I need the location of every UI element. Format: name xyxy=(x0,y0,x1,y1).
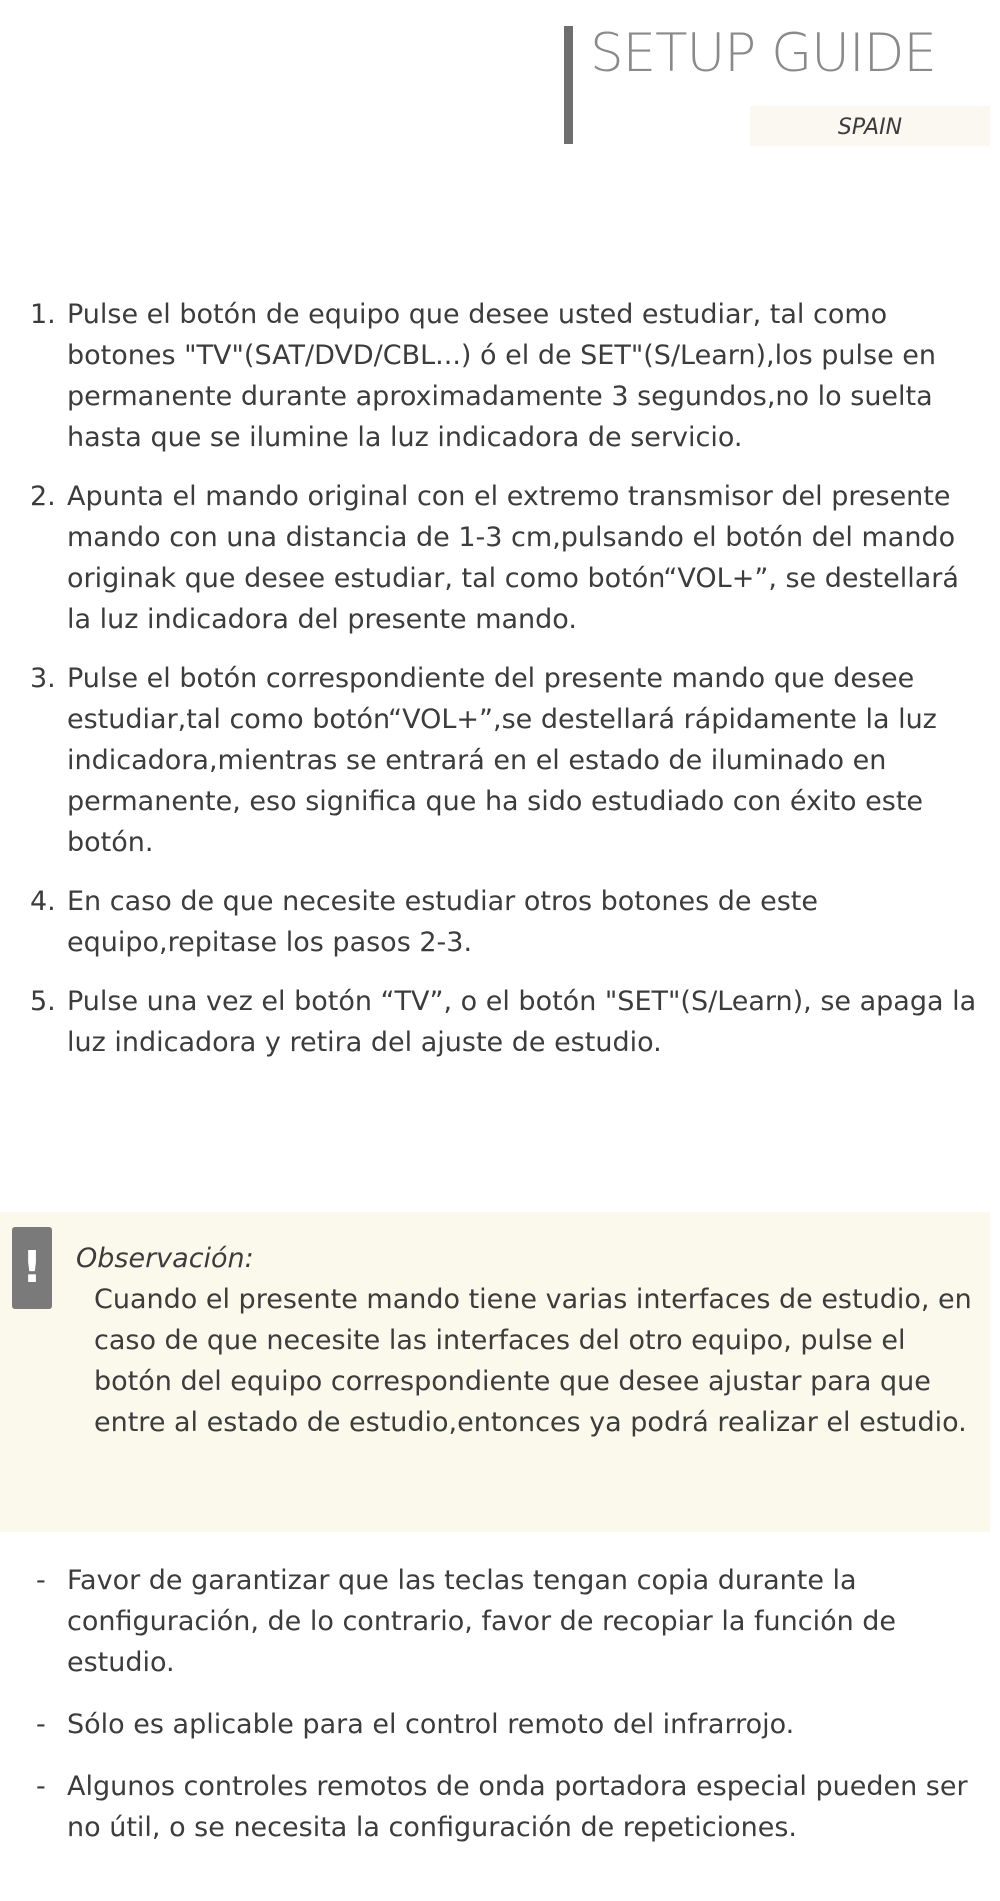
guide-header xyxy=(564,23,1000,146)
remark-item xyxy=(0,1560,985,1683)
step-number: 1. xyxy=(30,299,56,330)
remarks-list xyxy=(0,1560,985,1869)
setup-step xyxy=(0,476,985,640)
remark-text: Sólo es aplicable para el control remoto del infrarrojo. xyxy=(67,1709,795,1740)
remark-item xyxy=(0,1766,985,1848)
dash-marker: - xyxy=(36,1565,46,1596)
step-text: Pulse el botón de equipo que desee usted estudiar, tal como botones "TV"(SAT/DVD/CBL...) ó el de SET"(S/Learn),los pulse en permanente durante aproximadamente 3 segundos,no lo suelta hasta que se ilumine la luz indicadora de servicio. xyxy=(67,299,937,453)
note-title: Observación: xyxy=(76,1243,254,1274)
remark-item xyxy=(0,1704,985,1745)
step-text: Apunta el mando original con el extremo transmisor del presente mando con una distancia de 1-3 cm,pulsando el botón del mando originak que desee estudiar, tal como botón“VOL+”, se destellará la luz indicadora del presente mando. xyxy=(67,481,959,635)
remark-text: Favor de garantizar que las teclas tengan copia durante la configuración, de lo contrario, favor de recopiar la función de estudio. xyxy=(67,1565,897,1678)
step-number: 4. xyxy=(30,886,56,917)
step-number: 5. xyxy=(30,986,56,1017)
remark-text: Algunos controles remotos de onda portadora especial pueden ser no útil, o se necesita la configuración de repeticiones. xyxy=(67,1771,968,1843)
setup-step xyxy=(0,881,985,963)
page-title: SETUP GUIDE xyxy=(590,23,936,84)
step-text: Pulse una vez el botón “TV”, o el botón "SET"(S/Learn), se apaga la luz indicadora y retira del ajuste de estudio. xyxy=(67,986,977,1058)
step-text: En caso de que necesite estudiar otros botones de este equipo,repitase los pasos 2-3. xyxy=(67,886,818,958)
header-accent-bar xyxy=(564,26,573,144)
step-text: Pulse el botón correspondiente del presente mando que desee estudiar,tal como botón“VOL+”,se destellará rápidamente la luz indicadora,mientras se entrará en el estado de iluminado en permanente, eso significa que ha sido estudiado con éxito este botón. xyxy=(67,663,937,858)
observation-note xyxy=(0,1212,990,1532)
setup-step xyxy=(0,294,985,458)
note-body: Cuando el presente mando tiene varias interfaces de estudio, en caso de que necesite las interfaces del otro equipo, pulse el botón del equipo correspondiente que desee ajustar para que entre al estado de estudio,entonces ya podrá realizar el estudio. xyxy=(94,1284,972,1438)
exclamation-icon: ! xyxy=(12,1227,52,1309)
dash-marker: - xyxy=(36,1709,46,1740)
language-label: SPAIN xyxy=(750,106,990,146)
setup-step xyxy=(0,981,985,1063)
step-number: 2. xyxy=(30,481,56,512)
setup-steps-list xyxy=(0,294,985,1081)
dash-marker: - xyxy=(36,1771,46,1802)
step-number: 3. xyxy=(30,663,56,694)
setup-step xyxy=(0,658,985,863)
